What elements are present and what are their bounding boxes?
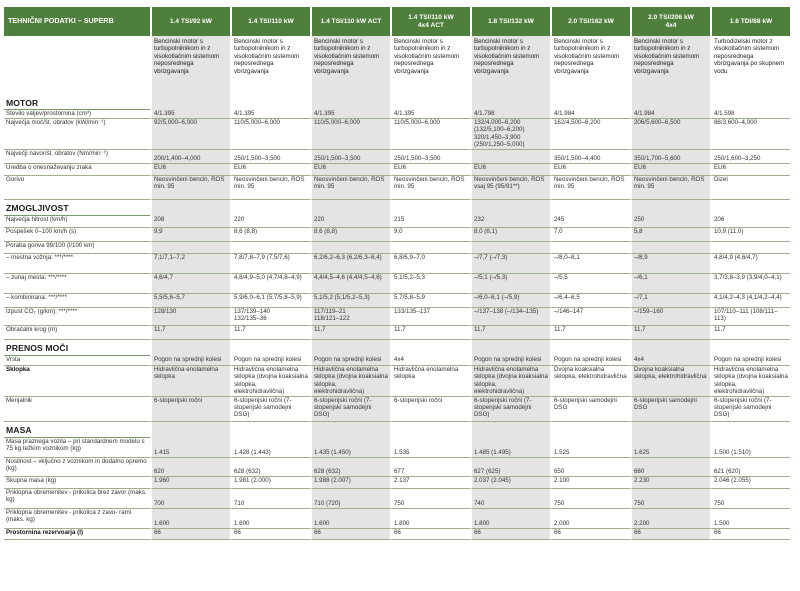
spec-value: –/146–147 bbox=[550, 308, 630, 326]
spec-value bbox=[390, 242, 470, 254]
spec-value: 3,7/3,8–3,9 (3,9/4,0–4,1) bbox=[710, 274, 790, 294]
spec-value: 6-stopenjski ročni (7-stopenjski samodejni DSG) bbox=[230, 397, 310, 422]
spec-row bbox=[4, 366, 790, 397]
spec-value: 710 bbox=[230, 489, 310, 509]
spec-value bbox=[230, 242, 310, 254]
spec-value: 4/1.598 bbox=[710, 110, 790, 119]
spec-value: 66 bbox=[630, 529, 710, 540]
spec-value: 2.200 bbox=[630, 509, 710, 529]
row-label: – zunaj mesta: ***/**** bbox=[4, 274, 150, 294]
spec-value: 1.485 (1.495) bbox=[470, 438, 550, 458]
spec-value: 680 bbox=[630, 458, 710, 477]
spec-value: 66 bbox=[310, 529, 390, 540]
section-spacer-cell bbox=[550, 422, 630, 438]
spec-value: –/5,5 bbox=[550, 274, 630, 294]
spec-value: Neosvinčeni bencin, ROŠ min. 95 bbox=[310, 176, 390, 200]
spec-value: 6-stopenjski ročni bbox=[390, 397, 470, 422]
spec-value: 1.981 (2.000) bbox=[230, 477, 310, 489]
spec-value: 8,0 (8,1) bbox=[470, 228, 550, 242]
section-spacer-cell bbox=[550, 94, 630, 110]
spec-row bbox=[4, 529, 790, 540]
spec-value: 66 bbox=[150, 529, 230, 540]
spec-value: 2.230 bbox=[630, 477, 710, 489]
spec-value: 620 bbox=[150, 458, 230, 477]
spec-value: 1.625 bbox=[630, 438, 710, 458]
section-spacer-cell bbox=[150, 340, 230, 356]
row-label: Vrsta bbox=[4, 356, 150, 366]
model-header: 2.0 TSI/162 kW bbox=[550, 7, 630, 36]
engine-description: Bencinski motor s turbopolnilnikom in z visokotlačnim sistemom neposrednega vbrizgavanja bbox=[390, 36, 470, 94]
spec-value: EU6 bbox=[230, 164, 310, 176]
model-header: 1.4 TSI/110 kW bbox=[230, 7, 310, 36]
row-label: – mestna vožnja: ***/**** bbox=[4, 254, 150, 274]
section-spacer-cell bbox=[630, 422, 710, 438]
spec-value: 740 bbox=[470, 489, 550, 509]
section-spacer-cell bbox=[470, 94, 550, 110]
row-label: Priklopna obremenitev - prikolica z zavo- rami (maks. kg) bbox=[4, 509, 150, 529]
spec-value: –/6,1 bbox=[630, 274, 710, 294]
spec-value: 2.037 (2.045) bbox=[470, 477, 550, 489]
section-header bbox=[4, 94, 790, 110]
spec-row bbox=[4, 119, 790, 150]
spec-value: 750 bbox=[550, 489, 630, 509]
section-title: ZMOGLJIVOST bbox=[4, 200, 150, 216]
spec-row bbox=[4, 110, 790, 119]
row-label: Priklopna obremenitev - prikolica brez zavor (maks. kg) bbox=[4, 489, 150, 509]
spec-row bbox=[4, 228, 790, 242]
spec-value: EU6 bbox=[390, 164, 470, 176]
spec-value: 6,2/6,2–6,3 (6,2/6,3–6,4) bbox=[310, 254, 390, 274]
spec-value: 700 bbox=[150, 489, 230, 509]
spec-value: 9,9 bbox=[150, 228, 230, 242]
spec-value: 6-stopenjski samodejni DSG bbox=[550, 397, 630, 422]
spec-value: 11,7 bbox=[230, 326, 310, 340]
spec-value: 1.435 (1.450) bbox=[310, 438, 390, 458]
model-header: 1.6 TDI/88 kW bbox=[710, 7, 790, 36]
spec-row bbox=[4, 326, 790, 340]
spec-value: Neosvinčeni bencin, ROŠ min. 95 bbox=[550, 176, 630, 200]
section-spacer-cell bbox=[710, 94, 790, 110]
section-title: PRENOS MOČI bbox=[4, 340, 150, 356]
section-header bbox=[4, 200, 790, 216]
spec-value: 650 bbox=[550, 458, 630, 477]
spec-value: –/6,4–6,5 bbox=[550, 294, 630, 308]
row-label: Največja moč/št. obratov (kW/min⁻¹) bbox=[4, 119, 150, 150]
spec-value: 2.137 bbox=[390, 477, 470, 489]
spec-value: 11,7 bbox=[470, 326, 550, 340]
engine-description: Bencinski motor s turbopolnilnikom in z visokotlačnim sistemom neposrednega vbrizgavanja bbox=[550, 36, 630, 94]
section-spacer-cell bbox=[150, 422, 230, 438]
spec-value: 4/1.395 bbox=[150, 110, 230, 119]
spec-value: Pogon na sprednji kolesi bbox=[470, 356, 550, 366]
spec-value: Pogon na sprednji kolesi bbox=[710, 356, 790, 366]
spec-value: Neosvinčeni bencin, ROŠ min. 95 bbox=[630, 176, 710, 200]
spec-value bbox=[150, 242, 230, 254]
section-spacer-cell bbox=[470, 340, 550, 356]
spec-row bbox=[4, 356, 790, 366]
spec-value: 4/1.395 bbox=[390, 110, 470, 119]
spec-value: 110/5,000–6,000 bbox=[230, 119, 310, 150]
row-label: Število valjev/prostornina (cm³) bbox=[4, 110, 150, 119]
spec-value: 5,8 bbox=[630, 228, 710, 242]
section-title: MOTOR bbox=[4, 94, 150, 110]
spec-value: 215 bbox=[390, 216, 470, 228]
spec-value: Dvojna koaksialna sklopka, elektrohidravlična bbox=[630, 366, 710, 397]
spec-value: 250/1,500–3,500 bbox=[230, 150, 310, 164]
spec-row bbox=[4, 274, 790, 294]
model-header: 1.8 TSI/132 kW bbox=[470, 7, 550, 36]
spec-value: –/7,7 (–/7,3) bbox=[470, 254, 550, 274]
section-spacer-cell bbox=[230, 340, 310, 356]
spec-value: 250/1,500–3,500 bbox=[390, 150, 470, 164]
spec-value: 710 (720) bbox=[310, 489, 390, 509]
spec-value: 250 bbox=[630, 216, 710, 228]
model-header: 2.0 TSI/206 kW 4x4 bbox=[630, 7, 710, 36]
spec-value: 66 bbox=[710, 529, 790, 540]
section-spacer-cell bbox=[470, 422, 550, 438]
spec-value: 1.415 bbox=[150, 438, 230, 458]
spec-value: 208 bbox=[150, 216, 230, 228]
spec-value bbox=[470, 150, 550, 164]
spec-value: 133/135–137 bbox=[390, 308, 470, 326]
spec-row bbox=[4, 254, 790, 274]
section-spacer-cell bbox=[390, 422, 470, 438]
spec-value: 1.600 bbox=[230, 509, 310, 529]
section-header bbox=[4, 340, 790, 356]
spec-value: 4/1.395 bbox=[230, 110, 310, 119]
spec-value: Hidravlična enolamelna sklopka (dvojna koaksialna sklopka, elektrohidravlična) bbox=[230, 366, 310, 397]
spec-value: Dvojna koaksialna sklopka, elektrohidravlična bbox=[550, 366, 630, 397]
spec-value: 1.500 (1.510) bbox=[710, 438, 790, 458]
row-label: Največja hitrost (km/h) bbox=[4, 216, 150, 228]
spec-value: 200/1,400–4,000 bbox=[150, 150, 230, 164]
spec-value: 677 bbox=[390, 458, 470, 477]
spec-value: 250/1,500–3,500 bbox=[310, 150, 390, 164]
spec-value: –/159–160 bbox=[630, 308, 710, 326]
spec-value: 245 bbox=[550, 216, 630, 228]
spec-value: Hidravlična enolamelna sklopka bbox=[150, 366, 230, 397]
spec-value: 11,7 bbox=[550, 326, 630, 340]
spec-value bbox=[710, 242, 790, 254]
spec-value: Neosvinčeni bencin, ROŠ min. 95 bbox=[150, 176, 230, 200]
spec-value: Hidravlična enolamelna sklopka bbox=[390, 366, 470, 397]
header-row bbox=[4, 7, 790, 36]
spec-value bbox=[550, 242, 630, 254]
spec-value: 4,8/4,9 (4,6/4,7) bbox=[710, 254, 790, 274]
row-label bbox=[4, 36, 150, 94]
spec-value: 750 bbox=[630, 489, 710, 509]
spec-value: 1.800 bbox=[390, 509, 470, 529]
spec-value: 621 (620) bbox=[710, 458, 790, 477]
spec-value: 206 bbox=[710, 216, 790, 228]
spec-value: 137/139–140 132/135–36 bbox=[230, 308, 310, 326]
spec-value: Neosvinčeni bencin, ROŠ min. 95 bbox=[390, 176, 470, 200]
spec-value: 66 bbox=[390, 529, 470, 540]
spec-value: 9,0 bbox=[390, 228, 470, 242]
model-header: 1.4 TSI/110 kW 4x4 ACT bbox=[390, 7, 470, 36]
spec-value: 2.000 bbox=[550, 509, 630, 529]
spec-value: 1.535 bbox=[390, 438, 470, 458]
spec-table bbox=[4, 7, 790, 540]
row-label: Izpust CO₂ (g/km): ***/**** bbox=[4, 308, 150, 326]
model-header: 1.4 TSI/92 kW bbox=[150, 7, 230, 36]
spec-value: 220 bbox=[310, 216, 390, 228]
spec-value: 350/1,700–5,600 bbox=[630, 150, 710, 164]
spec-value: 7,0 bbox=[550, 228, 630, 242]
row-label: Masa praznega vozila – pri standardnem modelu s 75 kg težkim voznikom (kg) bbox=[4, 438, 150, 458]
row-label: Prostornina rezervoarja (l) bbox=[4, 529, 150, 540]
row-label: Pospešek 0–100 km/h (s) bbox=[4, 228, 150, 242]
spec-value: 5,7/5,8–5,9 bbox=[390, 294, 470, 308]
spec-value: –/8,9 bbox=[630, 254, 710, 274]
spec-value: 6-stopenjski ročni (7-stopenjski samodejni DSG) bbox=[470, 397, 550, 422]
spec-value: Dizel bbox=[710, 176, 790, 200]
spec-value: EU6 bbox=[630, 164, 710, 176]
spec-row bbox=[4, 458, 790, 477]
section-spacer-cell bbox=[390, 340, 470, 356]
section-spacer-cell bbox=[710, 422, 790, 438]
spec-value: 220 bbox=[230, 216, 310, 228]
spec-row bbox=[4, 294, 790, 308]
spec-value: 4,6/4,7 bbox=[150, 274, 230, 294]
section-spacer-cell bbox=[550, 340, 630, 356]
spec-value: 88/3,600–4,000 bbox=[710, 119, 790, 150]
spec-value: 4/1.984 bbox=[550, 110, 630, 119]
spec-value: 350/1,500–4,400 bbox=[550, 150, 630, 164]
spec-value: Neosvinčeni bencin, ROŠ min. 95 bbox=[230, 176, 310, 200]
section-spacer-cell bbox=[150, 94, 230, 110]
row-label: Skupna masa (kg) bbox=[4, 477, 150, 489]
spec-value: 4,4/4,5–4,6 (4,4/4,5–4,6) bbox=[310, 274, 390, 294]
spec-value: 1.500 bbox=[710, 509, 790, 529]
row-label: Menjalnik bbox=[4, 397, 150, 422]
spec-value: 1.428 (1.443) bbox=[230, 438, 310, 458]
section-header bbox=[4, 422, 790, 438]
section-spacer-cell bbox=[390, 200, 470, 216]
row-label: – kombinirana: ***/**** bbox=[4, 294, 150, 308]
section-title: MASA bbox=[4, 422, 150, 438]
section-spacer-cell bbox=[710, 340, 790, 356]
spec-value: –/137–138 (–/134–135) bbox=[470, 308, 550, 326]
spec-value: 1.988 (2.007) bbox=[310, 477, 390, 489]
spec-value: –/7,1 bbox=[630, 294, 710, 308]
spec-value: 6-stopenjski ročni (7-stopenjski samodejni DSG) bbox=[710, 397, 790, 422]
engine-description: Bencinski motor s turbopolnilnikom in z visokotlačnim sistemom neposrednega vbrizgavanja bbox=[150, 36, 230, 94]
spec-value: EU6 bbox=[550, 164, 630, 176]
engine-description: Bencinski motor s turbopolnilnikom in z visokotlačnim sistemom neposrednega vbrizgavanja bbox=[630, 36, 710, 94]
section-spacer-cell bbox=[310, 340, 390, 356]
spec-value: 4/1.395 bbox=[310, 110, 390, 119]
spec-value: 110/5,000–6,000 bbox=[390, 119, 470, 150]
spec-value: 232 bbox=[470, 216, 550, 228]
spec-row bbox=[4, 438, 790, 458]
spec-value: 6-stopenjski ročni bbox=[150, 397, 230, 422]
spec-value: 5,9/6,0–6,1 (5,7/5,8–5,9) bbox=[230, 294, 310, 308]
spec-value: EU6 bbox=[470, 164, 550, 176]
spec-value: 627 (625) bbox=[470, 458, 550, 477]
spec-value: 128/130 bbox=[150, 308, 230, 326]
spec-value: 117/119–21 118/121–122 bbox=[310, 308, 390, 326]
engine-description-row bbox=[4, 36, 790, 94]
spec-value: 628 (632) bbox=[230, 458, 310, 477]
spec-value: 132/4,000–6,200 (132/5,100–6,200) 320/1,450–3,900 (250/1,250–5,000) bbox=[470, 119, 550, 150]
section-spacer-cell bbox=[310, 200, 390, 216]
spec-value: 11,7 bbox=[390, 326, 470, 340]
spec-value: 92/5,000–6,000 bbox=[150, 119, 230, 150]
spec-value: 1.800 bbox=[470, 509, 550, 529]
engine-description: Bencinski motor s turbopolnilnikom in z visokotlačnim sistemom neposrednega vbrizgavanja bbox=[230, 36, 310, 94]
spec-value: –/6,0–6,1 (–/5,9) bbox=[470, 294, 550, 308]
spec-value: 162/4,500–6,200 bbox=[550, 119, 630, 150]
spec-row bbox=[4, 164, 790, 176]
spec-value: Neosvinčeni bencin, ROŠ vsaj 95 (95/91**) bbox=[470, 176, 550, 200]
section-spacer-cell bbox=[550, 200, 630, 216]
section-spacer-cell bbox=[630, 340, 710, 356]
spec-value: 66 bbox=[550, 529, 630, 540]
spec-value: 107/110–111 (108/111–113) bbox=[710, 308, 790, 326]
spec-value: Pogon na sprednji kolesi bbox=[550, 356, 630, 366]
spec-value: 5,1/5,2 (5,1/5,2–5,3) bbox=[310, 294, 390, 308]
row-label: Obračalni krog (m) bbox=[4, 326, 150, 340]
spec-row bbox=[4, 176, 790, 200]
spec-value: 2.046 (2.055) bbox=[710, 477, 790, 489]
spec-value: –/5,1 (–/5,3) bbox=[470, 274, 550, 294]
section-spacer-cell bbox=[310, 422, 390, 438]
spec-value: 4/1.984 bbox=[630, 110, 710, 119]
section-spacer-cell bbox=[630, 200, 710, 216]
spec-value: 6-stopenjski samodejni DSG bbox=[630, 397, 710, 422]
spec-row bbox=[4, 397, 790, 422]
spec-value: 206/5,600–6,500 bbox=[630, 119, 710, 150]
spec-value: 4,1/4,2–4,3 (4,1/4,2–4,4) bbox=[710, 294, 790, 308]
spec-value: 4,8/4,9–5,0 (4,7/4,8–4,9) bbox=[230, 274, 310, 294]
spec-value: 11,7 bbox=[630, 326, 710, 340]
spec-value: 10,9 (11,0) bbox=[710, 228, 790, 242]
table-title: TEHNIČNI PODATKI – SUPERB bbox=[4, 7, 150, 36]
section-spacer-cell bbox=[470, 200, 550, 216]
spec-value: 250/1,600–3,250 bbox=[710, 150, 790, 164]
spec-value: Pogon na sprednji kolesi bbox=[150, 356, 230, 366]
row-label: Nosilnost – vključno z voznikom in dodatno opremo (kg) bbox=[4, 458, 150, 477]
spec-value: 6,8/6,9–7,0 bbox=[390, 254, 470, 274]
spec-value: Pogon na sprednji kolesi bbox=[310, 356, 390, 366]
spec-value: 750 bbox=[390, 489, 470, 509]
spec-value: 8,6 (8,8) bbox=[310, 228, 390, 242]
section-spacer-cell bbox=[310, 94, 390, 110]
spec-value: EU6 bbox=[310, 164, 390, 176]
spec-row bbox=[4, 477, 790, 489]
spec-value bbox=[630, 242, 710, 254]
spec-value: Hidravlična enolamelna sklopka (dvojna koaksialna sklopka, elektrohidravlična) bbox=[310, 366, 390, 397]
section-spacer-cell bbox=[710, 200, 790, 216]
spec-value: 66 bbox=[230, 529, 310, 540]
spec-value: Hidravlična enolamelna sklopka (dvojna koaksialna sklopka, elektrohidravlična) bbox=[470, 366, 550, 397]
spec-value: 5,5/5,6–5,7 bbox=[150, 294, 230, 308]
spec-value: 1.525 bbox=[550, 438, 630, 458]
spec-value: 7,8/7,8–7,9 (7,5/7,6) bbox=[230, 254, 310, 274]
section-spacer-cell bbox=[230, 422, 310, 438]
spec-value: 4x4 bbox=[390, 356, 470, 366]
spec-value: 110/5,000–6,000 bbox=[310, 119, 390, 150]
spec-value: 2.100 bbox=[550, 477, 630, 489]
spec-value: EU6 bbox=[710, 164, 790, 176]
spec-value: 1.600 bbox=[310, 509, 390, 529]
spec-value: 66 bbox=[470, 529, 550, 540]
spec-value bbox=[310, 242, 390, 254]
spec-value: 4/1.798 bbox=[470, 110, 550, 119]
spec-row bbox=[4, 150, 790, 164]
row-label: Uredba o onesnaževanju zraka bbox=[4, 164, 150, 176]
section-spacer-cell bbox=[230, 200, 310, 216]
spec-row bbox=[4, 216, 790, 228]
spec-value: Pogon na sprednji kolesi bbox=[230, 356, 310, 366]
spec-value: 6-stopenjski ročni (7-stopenjski samodejni DSG) bbox=[310, 397, 390, 422]
spec-value bbox=[470, 242, 550, 254]
spec-value: 7,1/7,1–7,2 bbox=[150, 254, 230, 274]
spec-row bbox=[4, 489, 790, 509]
spec-value: 1.960 bbox=[150, 477, 230, 489]
row-label: Gorivo bbox=[4, 176, 150, 200]
spec-value: 11,7 bbox=[710, 326, 790, 340]
row-label: Sklopka bbox=[4, 366, 150, 397]
section-spacer-cell bbox=[390, 94, 470, 110]
engine-description: Bencinski motor s turbopolnilnikom in z visokotlačnim sistemom neposrednega vbrizgavanja bbox=[470, 36, 550, 94]
spec-value: 11,7 bbox=[150, 326, 230, 340]
spec-value: Hidravlična enolamelna sklopka (dvojna koaksialna sklopka, elektrohidravlična) bbox=[710, 366, 790, 397]
spec-value: 8,6 (8,8) bbox=[230, 228, 310, 242]
spec-row bbox=[4, 308, 790, 326]
section-spacer-cell bbox=[150, 200, 230, 216]
spec-value: 4x4 bbox=[630, 356, 710, 366]
spec-value: 1.600 bbox=[150, 509, 230, 529]
spec-value: –/8,0–8,1 bbox=[550, 254, 630, 274]
spec-value: 11,7 bbox=[310, 326, 390, 340]
section-spacer-cell bbox=[630, 94, 710, 110]
spec-value: EU6 bbox=[150, 164, 230, 176]
section-spacer-cell bbox=[230, 94, 310, 110]
engine-description: Bencinski motor s turbopolnilnikom in z visokotlačnim sistemom neposrednega vbrizgavanja bbox=[310, 36, 390, 94]
spec-value: 750 bbox=[710, 489, 790, 509]
spec-row bbox=[4, 509, 790, 529]
row-label: Največji navor/št. obratov (Nm/min⁻¹) bbox=[4, 150, 150, 164]
spec-row bbox=[4, 242, 790, 254]
model-header: 1.4 TSI/110 kW ACT bbox=[310, 7, 390, 36]
row-label: Poraba goriva 99/100 (l/100 km) bbox=[4, 242, 150, 254]
spec-value: 628 (632) bbox=[310, 458, 390, 477]
spec-value: 5,1/5,2–5,3 bbox=[390, 274, 470, 294]
engine-description: Turbodizelski motor z visokotlačnim sistemom neposrednega vbrizgavanja po skupnem vodu bbox=[710, 36, 790, 94]
